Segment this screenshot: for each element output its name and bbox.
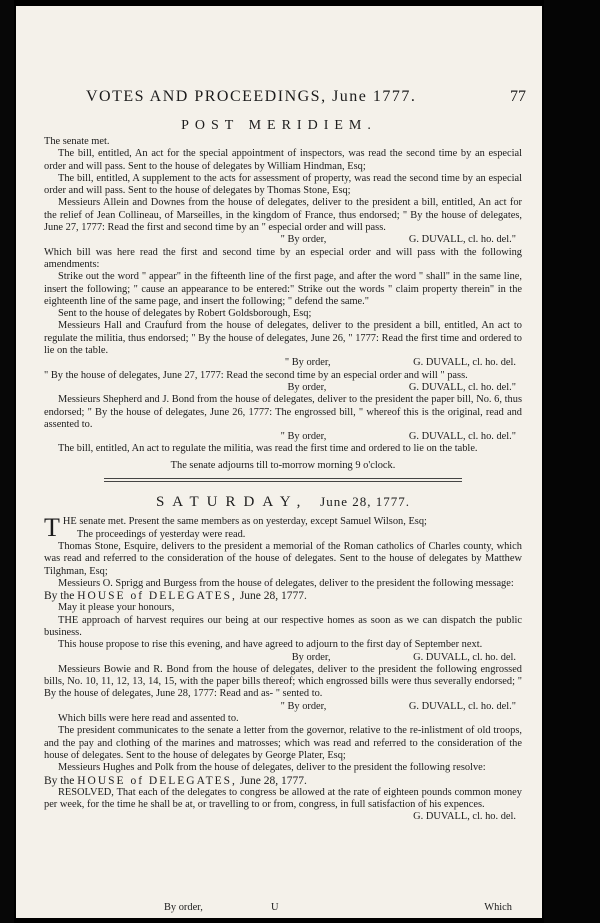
clerk-signature: G. DUVALL, cl. ho. del." [408,700,516,712]
signature-line [44,382,522,394]
signature-line [44,652,522,664]
clerk-signature: G. DUVALL, cl. ho. del." [408,431,516,443]
clerk-signature: G. DUVALL, cl. ho. del. [413,357,516,369]
paragraph-text: HE senate met. Present the same members as on yesterday, except Samuel Wilson, Esq; [62,516,427,528]
by-order: " By order, [284,357,331,369]
heading-date: June 28, 1777. [239,590,307,603]
page-header [86,88,526,112]
section-title: POST MERIDIEM. [181,118,377,133]
day-date: June 28, 1777. [320,494,411,510]
paragraph: The bill, entitled, An act to regulate the militia, was read the first time and ordered to lie on the table. [58,443,478,455]
by-order: " By order, [280,431,327,443]
by-order: By order, [291,651,331,663]
day-title [44,494,522,511]
paragraph: May it please your honours, [58,602,175,614]
signature-line [44,431,522,443]
paragraph: " By the house of delegates, June 27, 1777: Read the second time by an especial order and will " pass. [44,369,468,381]
paragraph: Strike out the word " appear" in the fifteenth line of the first page, and after the word " shall" in the same line, insert the following; " cause an appearance to be entered:" Strike out the words " claim property therein" in the eighteenth line of the same page, and insert the following; " defend the same." [44,271,522,307]
paragraph: This house propose to rise this evening, and have agreed to adjourn to the first day of September next. [58,639,483,651]
paragraph: Messieurs O. Sprigg and Burgess from the house of delegates, deliver to the president the following message: [58,577,514,589]
signature-line [44,701,522,713]
section-rule [104,478,462,482]
paragraph: The bill, entitled, A supplement to the acts for assessment of property, was read the second time by an especial order and will pass. Sent to the house of delegates by Thomas Stone, Esq; [44,172,522,197]
paragraph: Messieurs Bowie and R. Bond from the house of delegates, deliver to the president the following engrossed bills, No. 10, 11, 12, 13, 14, 15, with the paper bills thereof; which engrossed bills were thus severally endorsed; " By the house of delegates, June 28, 1777: Read and as- " sented to. [44,663,522,700]
signature-mark: U [271,902,279,913]
footer-by-order: By order, [164,902,203,913]
paragraph: The president communicates to the senate a letter from the governor, relative to the re-inlistment of old troops, and the pay and clothing of the marines and matrosses; which was read and referred to the consideration of the house of delegates. Sent to the house of delegates by George Plater, Esq; [44,725,522,761]
heading-prefix: By the [44,590,75,603]
paragraph: Sent to the house of delegates by Robert Goldsborough, Esq; [58,308,312,320]
by-order: " By order, [280,700,327,712]
heading-prefix: By the [44,774,75,787]
paragraph: Messieurs Hughes and Polk from the house of delegates, deliver to the president the following resolve: [58,762,486,774]
by-order: " By order, [280,234,327,246]
heading-house: HOUSE of DELEGATES, [77,590,237,603]
heading-house: HOUSE of DELEGATES, [77,774,237,787]
clerk-signature: G. DUVALL, cl. ho. del. [413,811,516,823]
paragraph: Messieurs Allein and Downes from the house of delegates, deliver to the president a bill, entitled, An act for the relief of Jean Collineau, of Marseilles, in the kingdom of France, thus endorsed; " By the house of delegates, June 27, 1777: Read the first and second time by an " especial order and will pass. [44,197,522,234]
delegates-heading [44,590,522,602]
by-order: By order, [287,381,327,393]
paragraph: Which bill was here read the first and second time by an especial order and will pass with the following amendments: [44,246,522,270]
catchword: Which [484,902,512,913]
running-head: VOTES AND PROCEEDINGS, June 1777. [86,88,417,105]
paragraph: Thomas Stone, Esquire, delivers to the president a memorial of the Roman catholics of Charles county, which was read and referred to the consideration of the house of delegates. Sent to the house of delegates by Matthew Tilghman, Esq; [44,540,522,577]
paragraph: Messieurs Hall and Craufurd from the house of delegates, deliver to the president a bill, entitled, An act to regulate the militia, thus endorsed; " By the house of delegates, June 26, " 1777: Read the first time and ordered to lie on the table. [44,320,522,357]
paragraph: Messieurs Shepherd and J. Bond from the house of delegates, deliver to the president the paper bill, No. 6, thus endorsed; " By the house of delegates, June 26, 1777: The engrossed bill, " whereof this is the original, read and assented to. [44,394,522,430]
page-body [44,136,522,824]
paragraph: The bill, entitled, An act for the special appointment of inspectors, was read the second time by an especial order and will pass. Sent to the house of delegates by William Hindman, Esq; [44,148,522,172]
day-name: SATURDAY, [155,494,309,511]
paragraph: THE approach of harvest requires our being at our respective homes as soon as we can dispatch the public business. [44,614,522,638]
signature-line [44,811,522,823]
resolve-paragraph: RESOLVED, That each of the delegates to congress be allowed at the rate of eighteen pounds common money per week, for the time he shall be at, or travelling to or from, congress, in full satisfaction of his expences. [44,786,522,811]
adjournment: The senate adjourns till to-morrow morning 9 o'clock. [170,459,396,471]
clerk-signature: G. DUVALL, cl. ho. del." [408,381,516,393]
document-page [16,6,542,918]
clerk-signature: G. DUVALL, cl. ho. del." [408,234,516,246]
paragraph: The proceedings of yesterday were read. [76,528,246,540]
scan-border-left [0,0,14,923]
clerk-signature: G. DUVALL, cl. ho. del. [413,651,516,663]
signature-line [44,357,522,369]
signature-line [44,234,522,246]
scan-border-right [544,0,600,923]
paragraph: The senate met. [44,136,110,147]
paragraph: Which bills were here read and assented to. [58,713,239,725]
page-number: 77 [510,88,526,105]
drop-cap: T [44,513,60,543]
delegates-heading [44,775,522,787]
heading-date: June 28, 1777. [239,774,307,787]
